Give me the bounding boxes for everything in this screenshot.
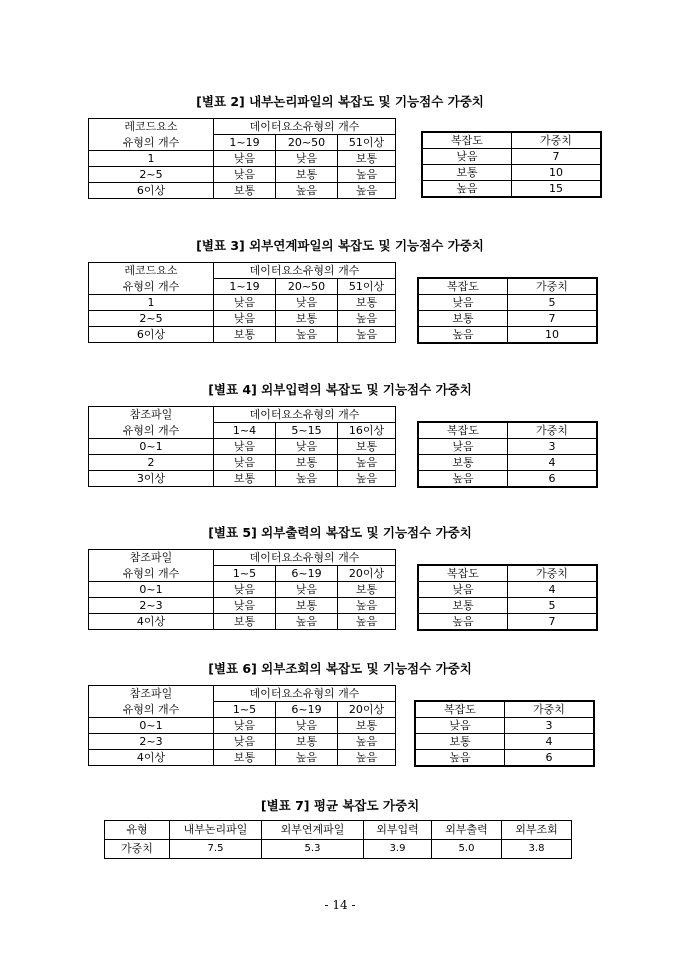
weight-header: 복잡도: [418, 422, 508, 439]
col-header: 6~19: [276, 566, 338, 582]
row-header-2: 유형의 개수: [89, 135, 214, 151]
row-header-2: 유형의 개수: [89, 279, 214, 295]
cell: 높음: [276, 471, 338, 487]
table-row: [415, 750, 594, 767]
table-row: [89, 718, 396, 734]
cell: 높음: [338, 455, 396, 471]
row-label: 1: [89, 151, 214, 167]
cell: 보통: [338, 582, 396, 598]
row-header-2: 유형의 개수: [89, 423, 214, 439]
level-cell: 낮음: [422, 149, 512, 165]
cell: 보통: [276, 455, 338, 471]
cell: 낮음: [214, 598, 276, 614]
level-cell: 보통: [418, 455, 508, 471]
level-cell: 높음: [422, 181, 512, 198]
table-row: [422, 165, 601, 181]
average-weight-table: [104, 820, 572, 859]
cell: 보통: [214, 183, 276, 199]
cell: 보통: [338, 295, 396, 311]
section-title: [별표 2] 내부논리파일의 복잡도 및 기능점수 가중치: [196, 94, 484, 109]
weight-cell: 4: [505, 734, 595, 750]
row-header-1: 참조파일: [89, 407, 214, 423]
row-header-1: 레코드요소: [89, 119, 214, 135]
weight-cell: 7: [512, 149, 602, 165]
table-row: [418, 614, 597, 631]
row-label: 1: [89, 295, 214, 311]
type-header: 유형: [105, 821, 170, 840]
row-label: 0~1: [89, 718, 214, 734]
cell: 낮음: [214, 439, 276, 455]
col-group-header: 데이터요소유형의 개수: [214, 263, 396, 279]
row-header-1: 참조파일: [89, 686, 214, 702]
row-label: 3이상: [89, 471, 214, 487]
cell: 낮음: [276, 439, 338, 455]
table-row: [422, 149, 601, 165]
cell: 낮음: [276, 718, 338, 734]
weight-cell: 5: [508, 295, 598, 311]
cell: 보통: [338, 718, 396, 734]
cell: 보통: [276, 167, 338, 183]
weight-cell: 7: [508, 311, 598, 327]
col-group-header: 데이터요소유형의 개수: [214, 686, 396, 702]
cell: 낮음: [214, 151, 276, 167]
row-label: 2~3: [89, 734, 214, 750]
weight-label: 가중치: [105, 840, 170, 859]
type-cell: 외부조회: [502, 821, 572, 840]
weight-cell: 4: [508, 455, 598, 471]
cell: 높음: [276, 183, 338, 199]
weight-cell: 15: [512, 181, 602, 198]
table-row: [415, 718, 594, 734]
weight-header: 복잡도: [415, 701, 505, 718]
table-row: [89, 311, 396, 327]
cell: 높음: [338, 311, 396, 327]
table-row: [89, 598, 396, 614]
row-header-1: 레코드요소: [89, 263, 214, 279]
table-row: [418, 582, 597, 598]
type-cell: 외부연계파일: [262, 821, 364, 840]
cell: 보통: [276, 734, 338, 750]
level-cell: 보통: [415, 734, 505, 750]
table-row: [89, 614, 396, 630]
cell: 낮음: [214, 295, 276, 311]
weight-cell: 6: [508, 471, 598, 488]
level-cell: 높음: [418, 327, 508, 344]
table-row: [415, 734, 594, 750]
cell: 보통: [214, 327, 276, 343]
row-label: 4이상: [89, 750, 214, 766]
cell: 낮음: [214, 718, 276, 734]
cell: 높음: [338, 167, 396, 183]
section-title: [별표 4] 외부입력의 복잡도 및 기능점수 가중치: [208, 382, 472, 397]
col-header: 5~15: [276, 423, 338, 439]
cell: 낮음: [214, 167, 276, 183]
level-cell: 높음: [418, 614, 508, 631]
col-header: 20~50: [276, 135, 338, 151]
cell: 높음: [338, 614, 396, 630]
row-label: 0~1: [89, 439, 214, 455]
cell: 높음: [276, 327, 338, 343]
cell: 낮음: [214, 455, 276, 471]
level-cell: 높음: [415, 750, 505, 767]
page-number: - 14 -: [324, 898, 356, 912]
row-header-1: 참조파일: [89, 550, 214, 566]
table-row: [89, 582, 396, 598]
table-row: [89, 471, 396, 487]
col-header: 20~50: [276, 279, 338, 295]
row-label: 2~3: [89, 598, 214, 614]
type-cell: 내부논리파일: [170, 821, 262, 840]
cell: 높음: [338, 471, 396, 487]
row-label: 0~1: [89, 582, 214, 598]
weight-header: 복잡도: [418, 565, 508, 582]
col-group-header: 데이터요소유형의 개수: [214, 119, 396, 135]
weight-table: [414, 700, 595, 767]
table-row: [89, 327, 396, 343]
cell: 높음: [338, 750, 396, 766]
section-title: [별표 5] 외부출력의 복잡도 및 기능점수 가중치: [208, 525, 472, 540]
col-header: 16이상: [338, 423, 396, 439]
cell: 높음: [276, 750, 338, 766]
weight-value: 3.8: [502, 840, 572, 859]
cell: 낮음: [276, 151, 338, 167]
row-label: 2: [89, 455, 214, 471]
cell: 낮음: [214, 734, 276, 750]
table-row: [89, 750, 396, 766]
level-cell: 낮음: [418, 295, 508, 311]
weight-header: 가중치: [508, 422, 598, 439]
weight-table: [417, 277, 598, 344]
col-header: 1~5: [214, 702, 276, 718]
weight-cell: 7: [508, 614, 598, 631]
level-cell: 높음: [418, 471, 508, 488]
cell: 낮음: [276, 582, 338, 598]
table-row: [89, 183, 396, 199]
table-row: [89, 439, 396, 455]
table-row: [89, 734, 396, 750]
table-row: [418, 327, 597, 344]
cell: 보통: [214, 471, 276, 487]
complexity-matrix-table: [88, 118, 396, 199]
table-row: [418, 598, 597, 614]
section-title: [별표 6] 외부조회의 복잡도 및 기능점수 가중치: [208, 661, 472, 676]
level-cell: 보통: [418, 598, 508, 614]
col-group-header: 데이터요소유형의 개수: [214, 407, 396, 423]
weight-value: 5.0: [432, 840, 502, 859]
weight-table: [421, 131, 602, 198]
weight-header: 가중치: [508, 565, 598, 582]
weight-cell: 4: [508, 582, 598, 598]
complexity-matrix-table: [88, 406, 396, 487]
table-row: [422, 181, 601, 198]
weight-cell: 6: [505, 750, 595, 767]
weight-table: [417, 564, 598, 631]
weight-cell: 10: [508, 327, 598, 344]
table-row: [89, 151, 396, 167]
weight-header: 가중치: [508, 278, 598, 295]
col-header: 20이상: [338, 702, 396, 718]
col-header: 51이상: [338, 135, 396, 151]
average-title: [별표 7] 평균 복잡도 가중치: [260, 798, 420, 813]
cell: 보통: [214, 750, 276, 766]
col-header: 1~4: [214, 423, 276, 439]
cell: 높음: [338, 734, 396, 750]
level-cell: 낮음: [418, 439, 508, 455]
table-row: [418, 471, 597, 488]
weight-cell: 3: [505, 718, 595, 734]
row-header-2: 유형의 개수: [89, 566, 214, 582]
row-label: 6이상: [89, 327, 214, 343]
cell: 높음: [276, 614, 338, 630]
weight-header: 복잡도: [418, 278, 508, 295]
section-title: [별표 3] 외부연계파일의 복잡도 및 기능점수 가중치: [196, 238, 484, 253]
weight-header: 가중치: [505, 701, 595, 718]
col-header: 6~19: [276, 702, 338, 718]
cell: 낮음: [276, 295, 338, 311]
row-label: 2~5: [89, 167, 214, 183]
col-group-header: 데이터요소유형의 개수: [214, 550, 396, 566]
level-cell: 낮음: [418, 582, 508, 598]
col-header: 20이상: [338, 566, 396, 582]
complexity-matrix-table: [88, 262, 396, 343]
weight-value: 5.3: [262, 840, 364, 859]
complexity-matrix-table: [88, 685, 396, 766]
weight-cell: 10: [512, 165, 602, 181]
row-header-2: 유형의 개수: [89, 702, 214, 718]
cell: 높음: [338, 598, 396, 614]
cell: 보통: [276, 311, 338, 327]
weight-header: 가중치: [512, 132, 602, 149]
cell: 낮음: [214, 582, 276, 598]
cell: 보통: [338, 151, 396, 167]
weight-cell: 3: [508, 439, 598, 455]
table-row: [418, 455, 597, 471]
table-row: [89, 295, 396, 311]
weight-header: 복잡도: [422, 132, 512, 149]
row-label: 4이상: [89, 614, 214, 630]
col-header: 1~19: [214, 135, 276, 151]
weight-cell: 5: [508, 598, 598, 614]
table-row: [418, 295, 597, 311]
col-header: 51이상: [338, 279, 396, 295]
weight-table: [417, 421, 598, 488]
table-row: [418, 311, 597, 327]
weight-value: 3.9: [364, 840, 432, 859]
cell: 높음: [338, 327, 396, 343]
row-label: 6이상: [89, 183, 214, 199]
col-header: 1~5: [214, 566, 276, 582]
cell: 보통: [276, 598, 338, 614]
type-cell: 외부출력: [432, 821, 502, 840]
cell: 보통: [338, 439, 396, 455]
table-row: [89, 455, 396, 471]
level-cell: 보통: [418, 311, 508, 327]
col-header: 1~19: [214, 279, 276, 295]
weight-value: 7.5: [170, 840, 262, 859]
level-cell: 보통: [422, 165, 512, 181]
cell: 보통: [214, 614, 276, 630]
table-row: [418, 439, 597, 455]
row-label: 2~5: [89, 311, 214, 327]
cell: 낮음: [214, 311, 276, 327]
type-cell: 외부입력: [364, 821, 432, 840]
complexity-matrix-table: [88, 549, 396, 630]
cell: 높음: [338, 183, 396, 199]
level-cell: 낮음: [415, 718, 505, 734]
table-row: [89, 167, 396, 183]
